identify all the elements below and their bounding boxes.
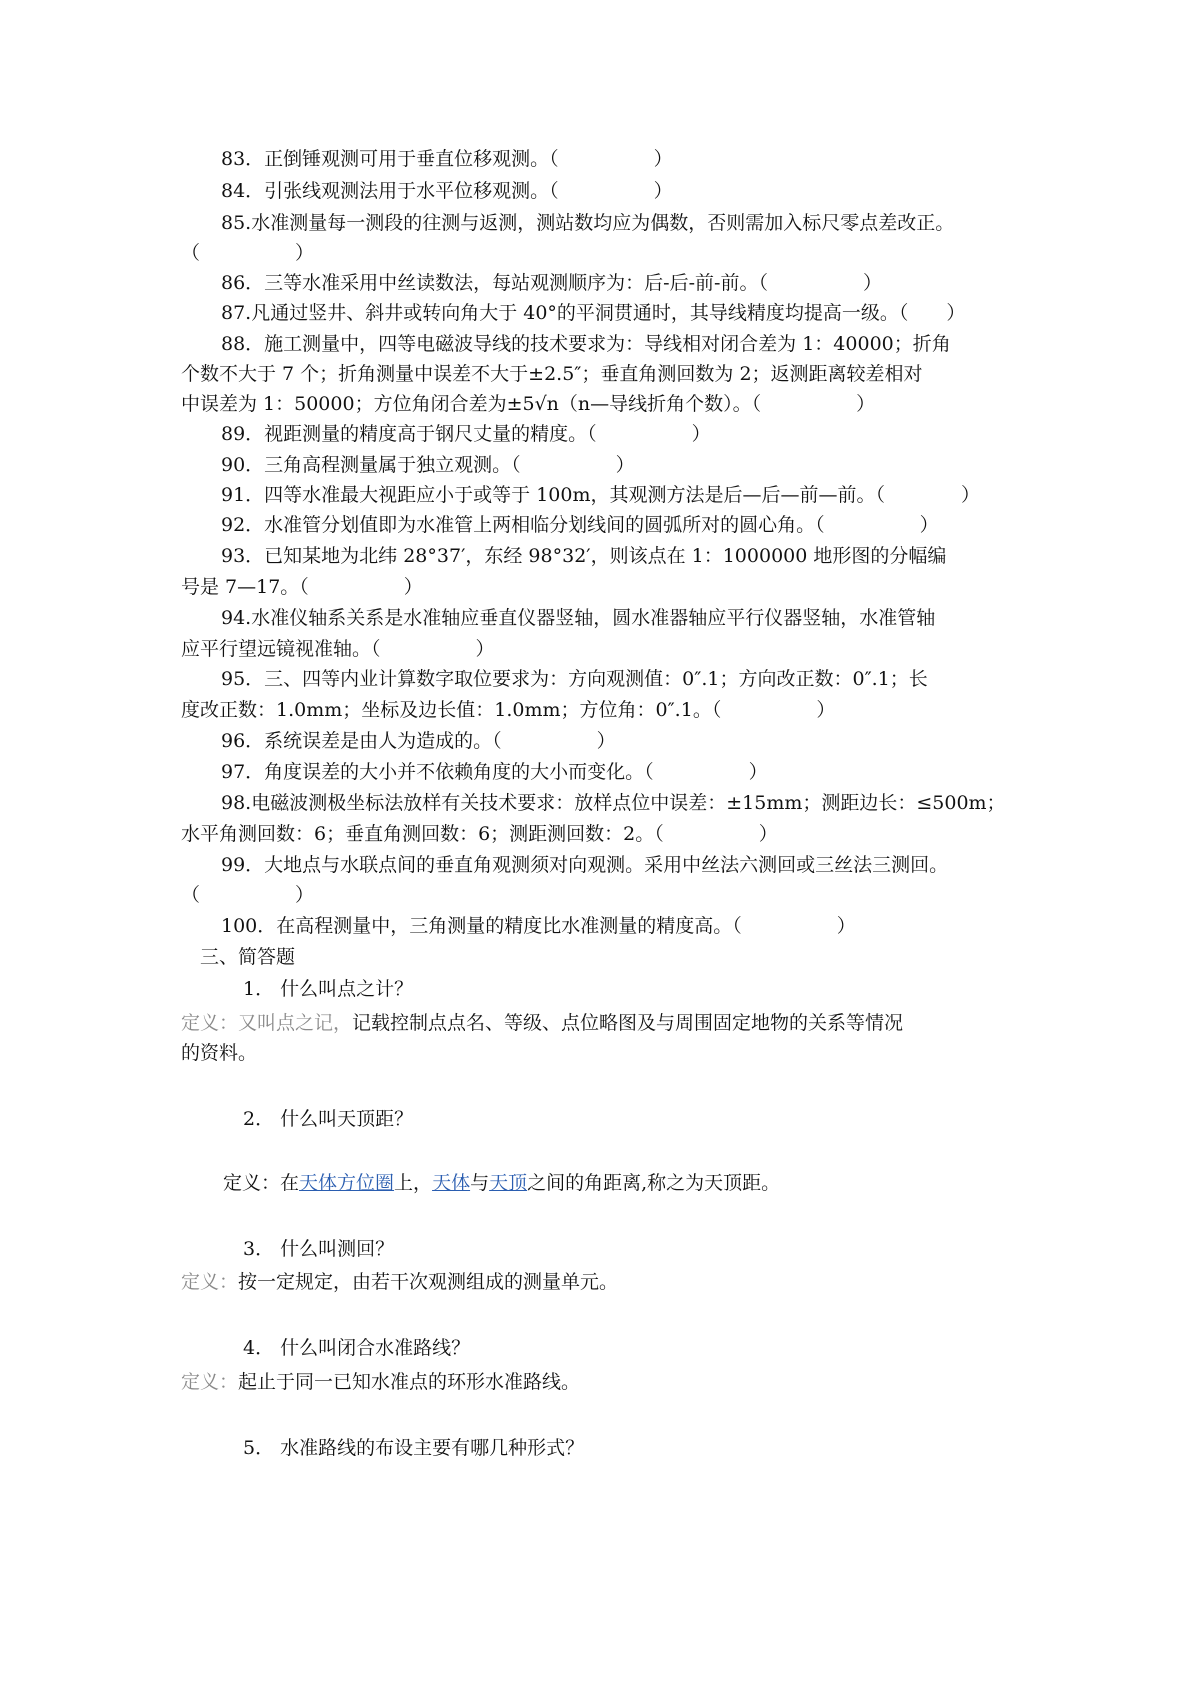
link-celestial-body[interactable]: 天体 bbox=[432, 1172, 471, 1194]
item-93-cont: 号是 7—17。（ ） bbox=[181, 576, 423, 598]
definition-label: 定义： bbox=[181, 1371, 239, 1393]
definition-1-cont: 的资料。 bbox=[181, 1042, 258, 1064]
item-85: 85.水准测量每一测段的往测与返测，测站数均应为偶数，否则需加入标尺零点差改正。 bbox=[221, 212, 955, 234]
definition-4-text: 起止于同一已知水准点的环形水准路线。 bbox=[238, 1371, 581, 1393]
item-95: 95．三、四等内业计算数字取位要求为：方向观测值：0″.1；方向改正数：0″.1；长 bbox=[221, 668, 928, 690]
definition-1-text: 记载控制点点名、等级、点位略图及与周围固定地物的关系等情况 bbox=[352, 1012, 904, 1034]
definition-label: 定义： bbox=[181, 1271, 239, 1293]
item-88: 88．施工测量中，四等电磁波导线的技术要求为：导线相对闭合差为 1：40000；折角 bbox=[221, 333, 951, 355]
question-2: 2． 什么叫天顶距？ bbox=[243, 1108, 414, 1130]
definition-2-text-a: 在 bbox=[280, 1172, 300, 1194]
definition-1-alias: 又叫点之记， bbox=[238, 1012, 353, 1034]
item-99-cont: （ ） bbox=[181, 884, 315, 906]
question-5: 5． 水准路线的布设主要有哪几种形式？ bbox=[243, 1437, 585, 1459]
item-94: 94.水准仪轴系关系是水准轴应垂直仪器竖轴，圆水准器轴应平行仪器竖轴，水准管轴 bbox=[221, 607, 936, 629]
section-title: 三、简答题 bbox=[200, 946, 296, 968]
item-95-cont: 度改正数：1.0mm；坐标及边长值：1.0mm；方位角：0″.1。（ ） bbox=[181, 699, 836, 721]
item-96: 96．系统误差是由人为造成的。（ ） bbox=[221, 730, 616, 752]
item-88-cont1: 个数不大于 7 个；折角测量中误差不大于±2.5″；垂直角测回数为 2；返测距离较差相对 bbox=[181, 363, 923, 385]
definition-1 bbox=[181, 1010, 1021, 1036]
item-98: 98.电磁波测极坐标法放样有关技术要求：放样点位中误差：±15mm；测距边长：≤500m； bbox=[221, 792, 1006, 814]
item-85-cont: （ ） bbox=[181, 242, 315, 264]
link-zenith[interactable]: 天顶 bbox=[489, 1172, 528, 1194]
item-97: 97．角度误差的大小并不依赖角度的大小而变化。（ ） bbox=[221, 761, 768, 783]
item-98-cont: 水平角测回数：6；垂直角测回数：6；测距测回数：2。（ ） bbox=[181, 823, 778, 845]
question-4: 4． 什么叫闭合水准路线？ bbox=[243, 1337, 471, 1359]
question-1: 1． 什么叫点之计？ bbox=[243, 978, 414, 1000]
definition-2-text-b: 上， bbox=[394, 1172, 433, 1194]
definition-4 bbox=[181, 1369, 1021, 1395]
item-91: 91．四等水准最大视距应小于或等于 100m，其观测方法是后—后—前—前。（ ） bbox=[221, 484, 981, 506]
definition-3-text: 按一定规定，由若干次观测组成的测量单元。 bbox=[238, 1271, 619, 1293]
definition-3 bbox=[181, 1269, 1021, 1295]
item-100: 100．在高程测量中，三角测量的精度比水准测量的精度高。（ ） bbox=[221, 915, 856, 937]
item-94-cont: 应平行望远镜视准轴。（ ） bbox=[181, 638, 495, 660]
definition-2-text-d: 之间的角距离,称之为天顶距。 bbox=[527, 1172, 781, 1194]
item-90: 90．三角高程测量属于独立观测。（ ） bbox=[221, 454, 635, 476]
item-83: 83．正倒锤观测可用于垂直位移观测。（ ） bbox=[221, 148, 673, 170]
link-celestial-azimuth-circle[interactable]: 天体方位圈 bbox=[299, 1172, 395, 1194]
item-86: 86．三等水准采用中丝读数法，每站观测顺序为：后-后-前-前。（ ） bbox=[221, 272, 882, 294]
item-93: 93．已知某地为北纬 28°37′，东经 98°32′，则该点在 1：1000000 地形图的分幅编 bbox=[221, 545, 947, 567]
item-88-cont2: 中误差为 1：50000；方位角闭合差为±5√n（n—导线折角个数）。（ ） bbox=[181, 393, 876, 415]
item-92: 92．水准管分划值即为水准管上两相临分划线间的圆弧所对的圆心角。（ ） bbox=[221, 514, 939, 536]
definition-label: 定义： bbox=[181, 1012, 239, 1034]
item-99: 99．大地点与水联点间的垂直角观测须对向观测。采用中丝法六测回或三丝法三测回。 bbox=[221, 854, 949, 876]
definition-2-text-c: 与 bbox=[470, 1172, 490, 1194]
item-89: 89．视距测量的精度高于钢尺丈量的精度。（ ） bbox=[221, 423, 711, 445]
definition-label: 定义： bbox=[223, 1172, 281, 1194]
definition-2 bbox=[223, 1170, 1063, 1196]
item-84: 84．引张线观测法用于水平位移观测。（ ） bbox=[221, 180, 673, 202]
item-87: 87.凡通过竖井、斜井或转向角大于 40°的平洞贯通时，其导线精度均提高一级。（ ） bbox=[221, 302, 966, 324]
question-3: 3． 什么叫测回？ bbox=[243, 1238, 395, 1260]
